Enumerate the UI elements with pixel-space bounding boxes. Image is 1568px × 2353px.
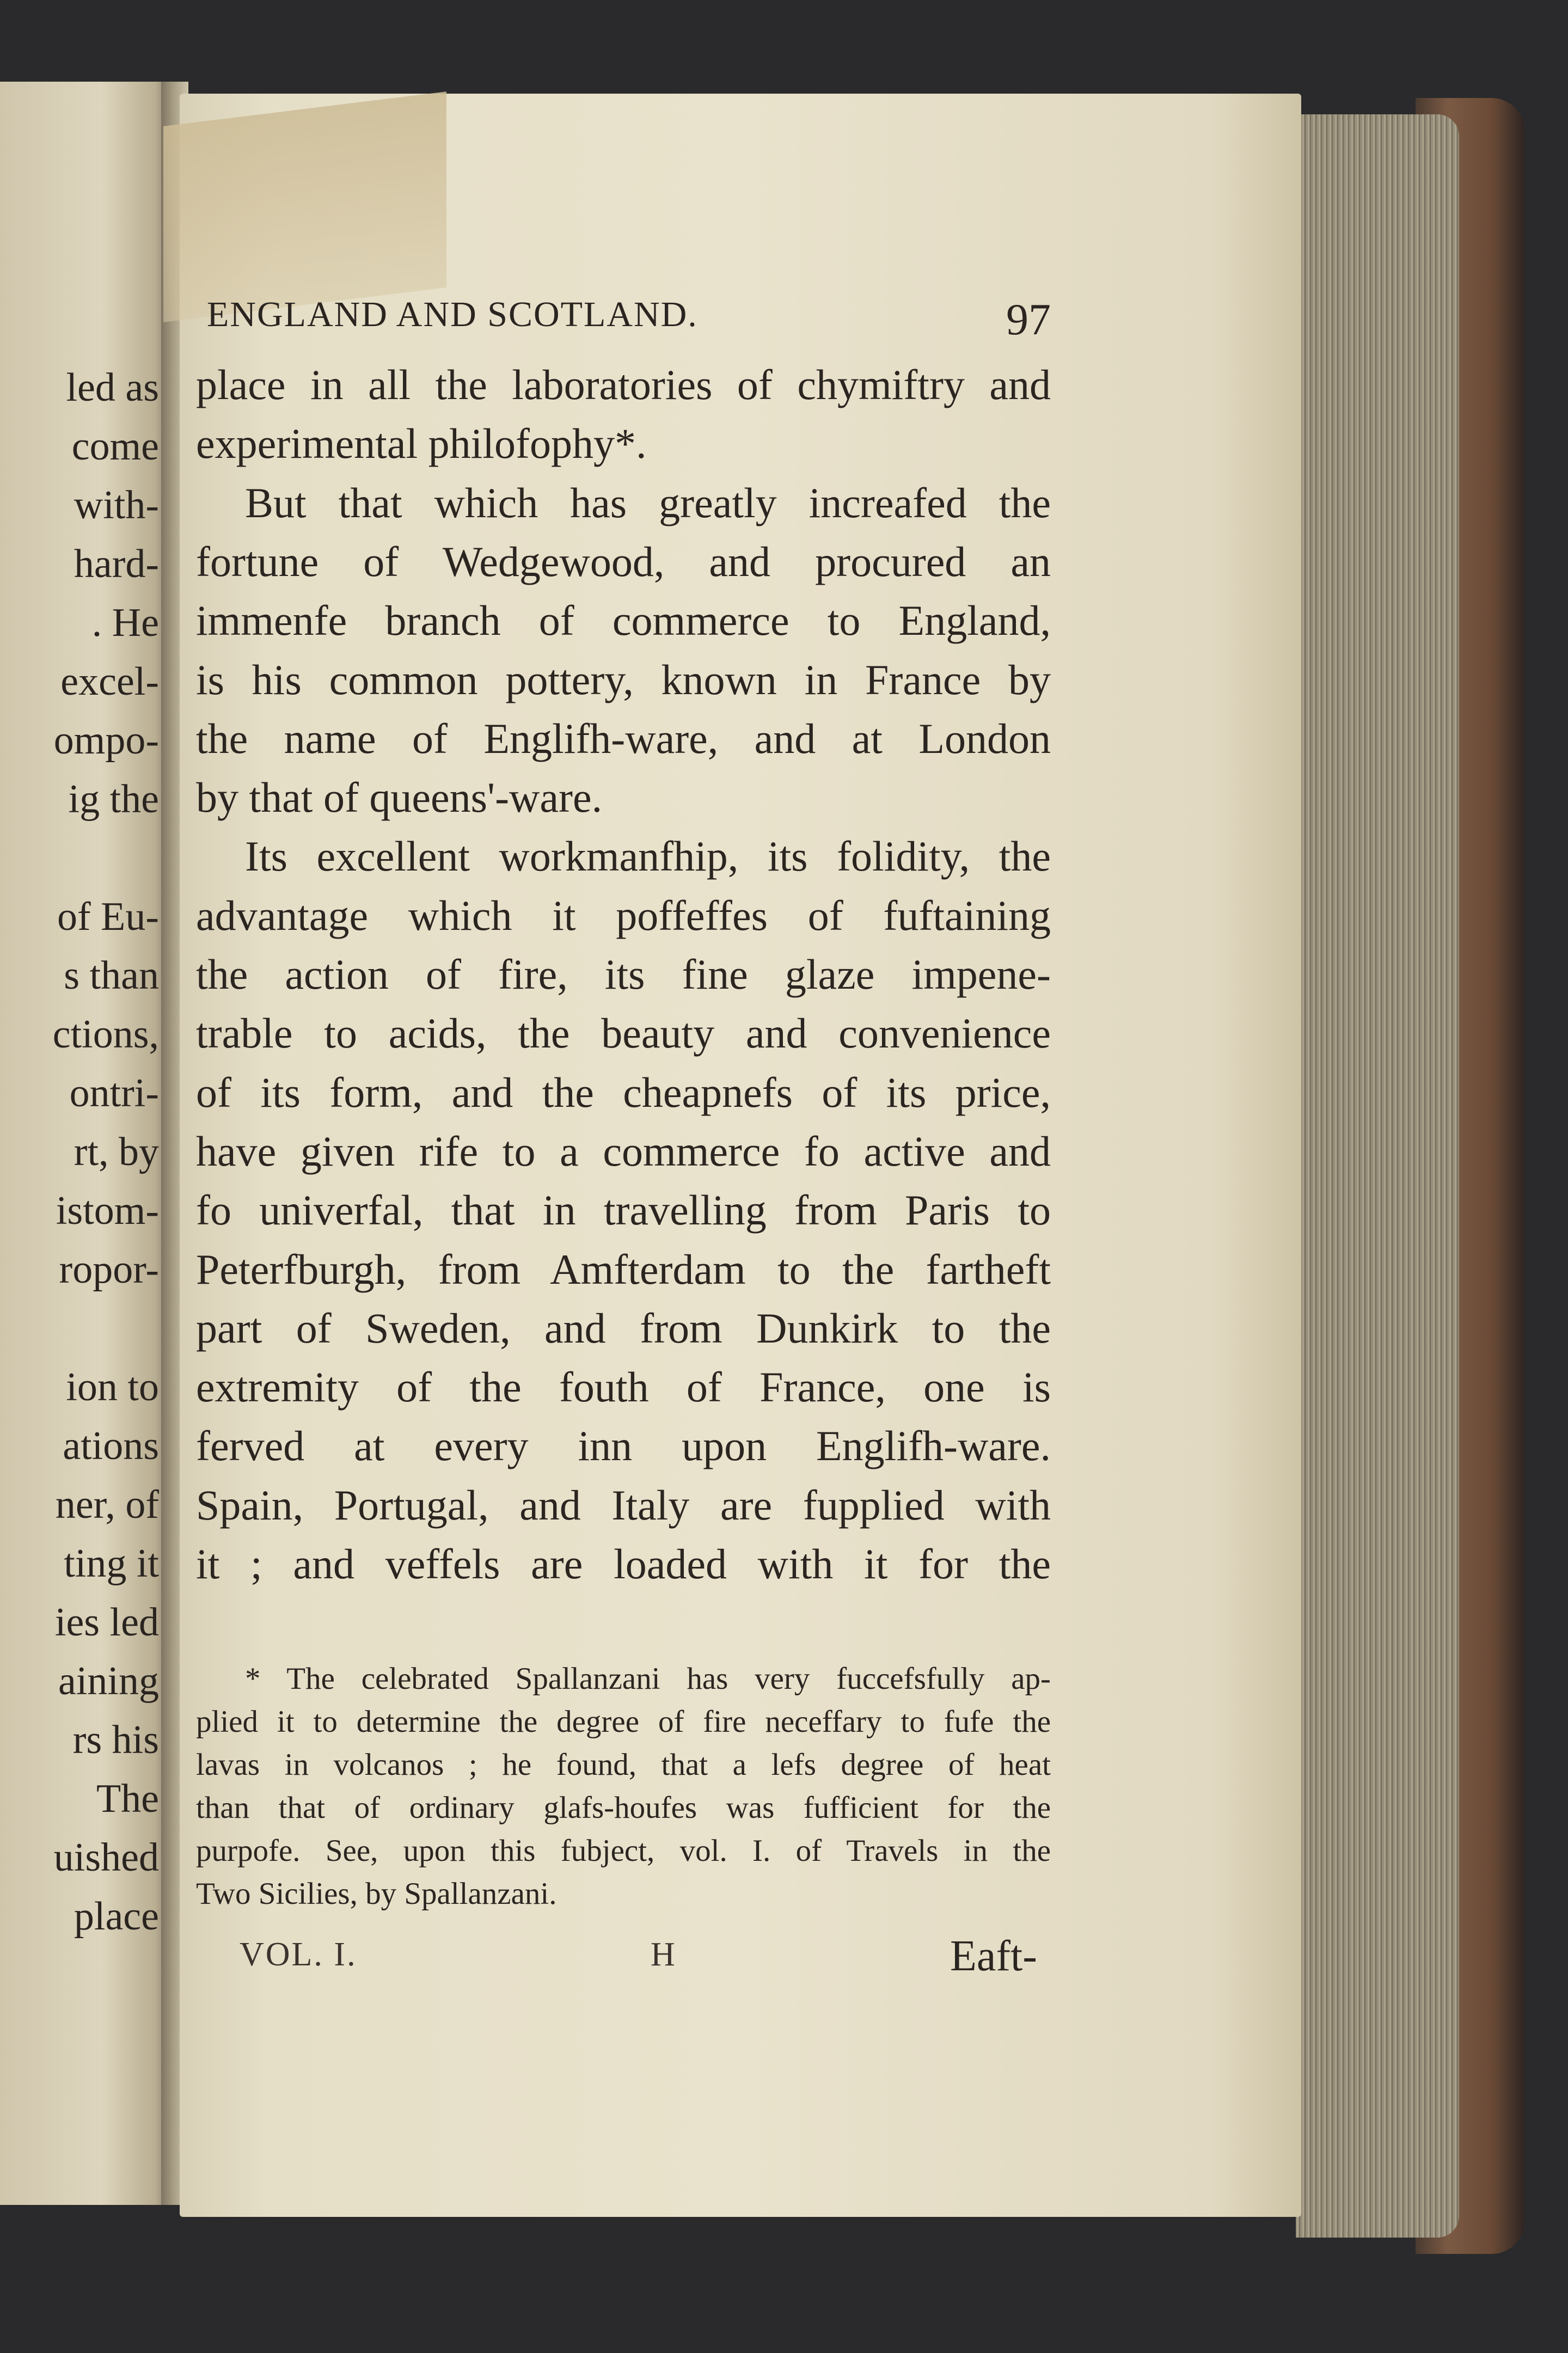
left-page-line: with- xyxy=(74,483,159,528)
footnote-line: plied it to determine the degree of fire neceffary to fufe the xyxy=(196,1705,1051,1739)
body-line: by that of queens'-ware. xyxy=(196,774,603,822)
body-line: of its form, and the cheapnefs of its price, xyxy=(196,1068,1051,1116)
footnote-line: lavas in volcanos ; he found, that a lefs degree of heat xyxy=(196,1748,1051,1782)
left-page-line: ations xyxy=(63,1424,159,1468)
left-page-line: ies led xyxy=(54,1600,159,1645)
left-page-line: come xyxy=(71,424,159,469)
left-page-line: ropor- xyxy=(59,1247,159,1292)
page-fore-edge xyxy=(1296,114,1459,2238)
left-page-line: rs his xyxy=(72,1718,159,1762)
catchword: Eaft- xyxy=(950,1932,1037,1980)
running-head: ENGLAND AND SCOTLAND. xyxy=(207,295,698,334)
left-page-line: ting it xyxy=(64,1541,159,1586)
body-line: Its excellent workmanfhip, its folidity, the xyxy=(245,832,1051,880)
page-number: 97 xyxy=(1006,295,1051,344)
body-line: have given rife to a commerce fo active and xyxy=(196,1127,1051,1175)
left-page-line: ontri- xyxy=(69,1071,159,1116)
left-page-line: hard- xyxy=(74,542,159,586)
tape-stain xyxy=(163,91,446,322)
left-page-line: led as xyxy=(66,365,159,410)
footnote-line: * The celebrated Spallanzani has very fuccefsfully ap- xyxy=(245,1662,1051,1696)
body-line: the action of fire, its fine glaze impene- xyxy=(196,951,1051,998)
body-line: trable to acids, the beauty and convenience xyxy=(196,1009,1051,1057)
left-page-line: of Eu- xyxy=(57,894,159,939)
body-line: place in all the laboratories of chymiftry and xyxy=(196,361,1051,408)
body-line: Peterfburgh, from Amfterdam to the fartheft xyxy=(196,1245,1051,1293)
left-page-line: s than xyxy=(64,953,159,998)
left-page-line: excel- xyxy=(60,659,159,704)
left-page xyxy=(0,82,169,2205)
body-line: it ; and veffels are loaded with it for the xyxy=(196,1540,1051,1588)
left-page-line: . He xyxy=(91,600,159,645)
left-page-line: uished xyxy=(53,1835,159,1880)
body-line: part of Sweden, and from Dunkirk to the xyxy=(196,1304,1051,1352)
left-page-line: istom- xyxy=(56,1188,159,1233)
left-page-line: ner, of xyxy=(55,1482,159,1527)
body-line: the name of Englifh-ware, and at London xyxy=(196,714,1051,762)
body-line: fortune of Wedgewood, and procured an xyxy=(196,537,1051,585)
left-page-line: rt, by xyxy=(74,1130,159,1174)
body-line: experimental philofophy*. xyxy=(196,420,647,468)
body-line: advantage which it poffeffes of fuftaining xyxy=(196,891,1051,939)
footnote-line: Two Sicilies, by Spallanzani. xyxy=(196,1877,557,1911)
footnote-line: than that of ordinary glafs-houfes was fufficient for the xyxy=(196,1791,1051,1825)
signature-mark: H xyxy=(651,1936,677,1973)
footnote-line: purpofe. See, upon this fubject, vol. I. of Travels in the xyxy=(196,1834,1051,1868)
left-page-line: place xyxy=(74,1894,159,1939)
body-line: fo univerfal, that in travelling from Paris to xyxy=(196,1186,1051,1234)
body-line: Spain, Portugal, and Italy are fupplied with xyxy=(196,1481,1051,1529)
left-page-line: ig the xyxy=(68,777,159,822)
body-line: ferved at every inn upon Englifh-ware. xyxy=(196,1422,1051,1470)
body-line: immenfe branch of commerce to England, xyxy=(196,597,1051,645)
left-page-line: ctions, xyxy=(52,1012,159,1057)
signature-volume: VOL. I. xyxy=(240,1936,357,1973)
left-page-line: ompo- xyxy=(53,718,159,763)
left-page-line: aining xyxy=(58,1659,159,1704)
body-line: But that which has greatly increafed the xyxy=(245,479,1051,526)
body-line: extremity of the fouth of France, one is xyxy=(196,1363,1051,1411)
body-line: is his common pottery, known in France by xyxy=(196,655,1051,703)
left-page-line: ion to xyxy=(66,1365,159,1410)
left-page-line: The xyxy=(96,1776,159,1821)
